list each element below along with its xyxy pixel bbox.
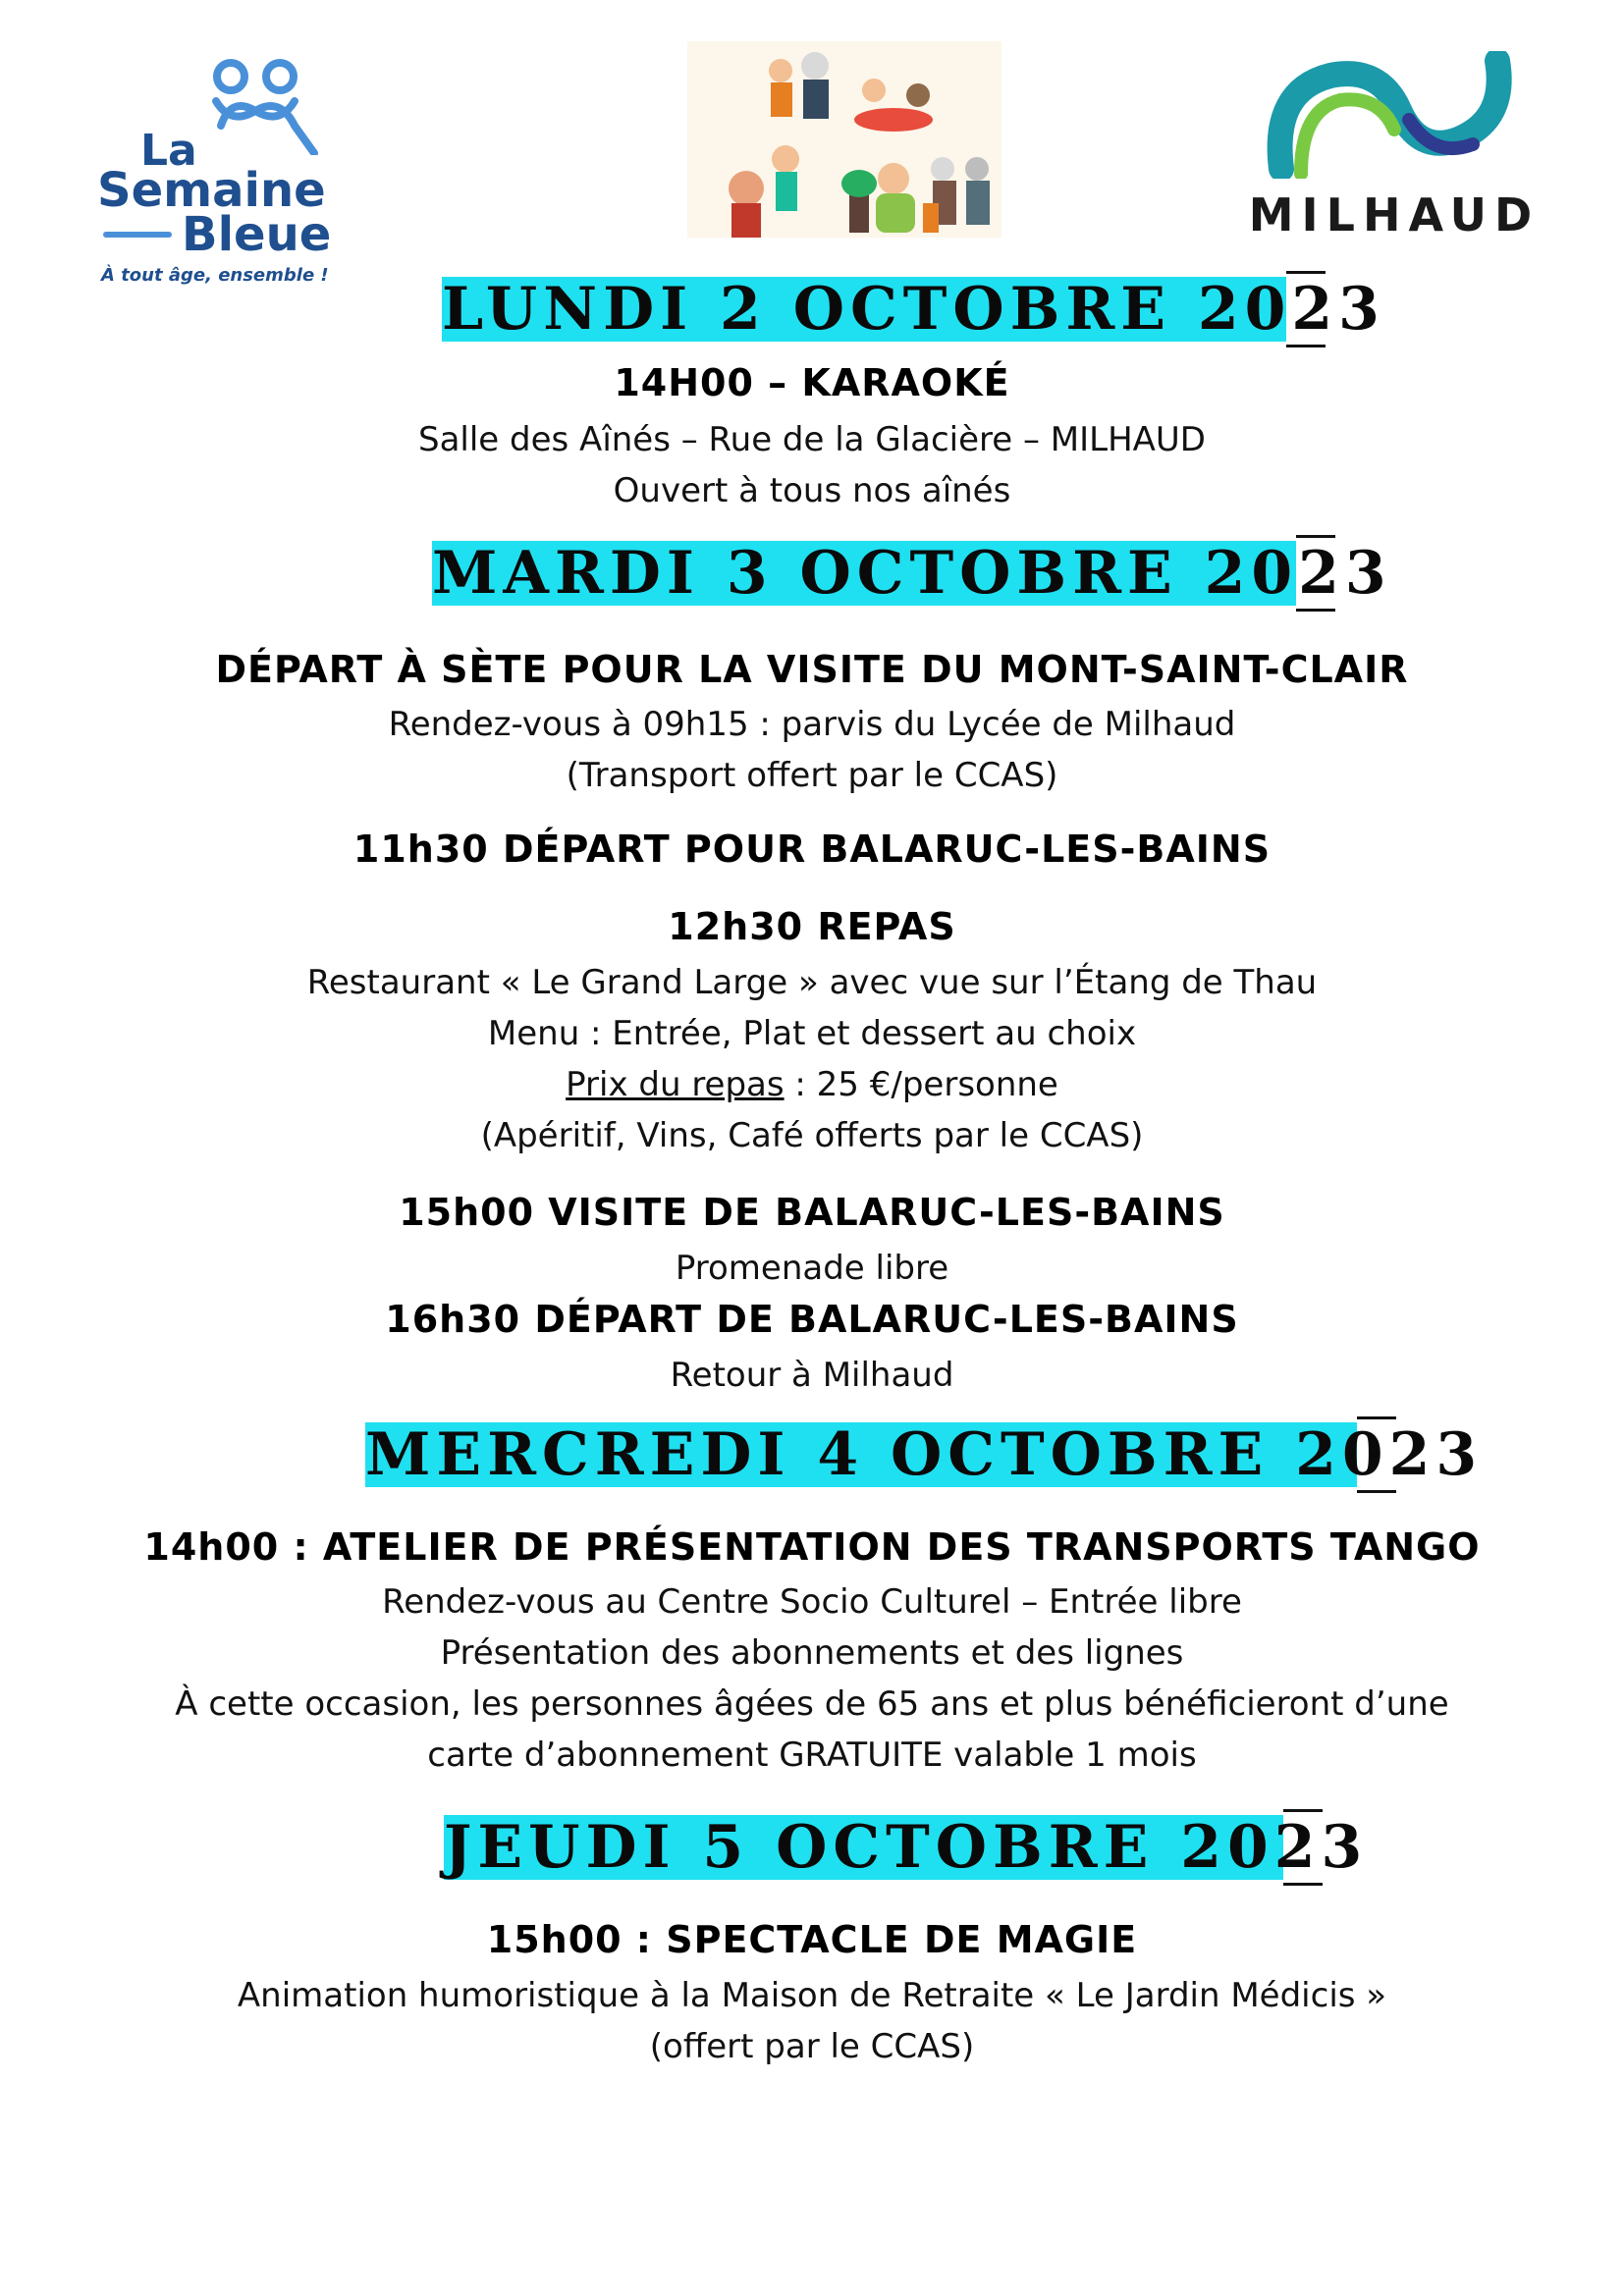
event-detail: Retour à Milhaud bbox=[670, 1356, 954, 1395]
event-heading: 14h00 : ATELIER DE PRÉSENTATION DES TRANSPORTS TANGO bbox=[143, 1525, 1481, 1569]
milhaud-wave-icon bbox=[1262, 51, 1527, 179]
day-banner-mercredi bbox=[365, 1416, 1484, 1493]
event-heading: DÉPART À SÈTE POUR LA VISITE DU MONT-SAINT-CLAIR bbox=[215, 648, 1409, 691]
price-label: Prix du repas bbox=[566, 1065, 785, 1104]
milhaud-logo bbox=[1242, 51, 1546, 241]
milhaud-wordmark: MILHAUD bbox=[1248, 188, 1541, 241]
event-heading: 11h30 DÉPART POUR BALARUC-LES-BAINS bbox=[352, 828, 1272, 871]
day-title: MARDI 3 OCTOBRE 2023 bbox=[432, 539, 1392, 608]
day-banner-lundi bbox=[442, 271, 1385, 347]
event-detail: (Transport offert par le CCAS) bbox=[566, 756, 1058, 795]
price-value: : 25 €/personne bbox=[784, 1065, 1058, 1104]
event-detail: Animation humoristique à la Maison de Retraite « Le Jardin Médicis » bbox=[237, 1976, 1387, 2015]
event-detail: Rendez-vous à 09h15 : parvis du Lycée de Milhaud bbox=[388, 705, 1236, 744]
seniors-illustration bbox=[687, 41, 1001, 238]
event-detail: carte d’abonnement GRATUITE valable 1 mois bbox=[427, 1735, 1197, 1775]
day-title: JEUDI 5 OCTOBRE 2023 bbox=[444, 1813, 1369, 1882]
event-heading: 16h30 DÉPART DE BALARUC-LES-BAINS bbox=[385, 1298, 1239, 1341]
day-title: MERCREDI 4 OCTOBRE 2023 bbox=[365, 1420, 1484, 1489]
logo-text-bleue: Bleue bbox=[182, 207, 332, 262]
event-heading: 12h30 REPAS bbox=[668, 905, 956, 948]
day-title: LUNDI 2 OCTOBRE 2023 bbox=[442, 275, 1385, 344]
event-detail: (offert par le CCAS) bbox=[649, 2027, 975, 2066]
logo-dash bbox=[103, 232, 172, 238]
event-detail: Présentation des abonnements et des lignes bbox=[440, 1633, 1184, 1673]
event-heading: 15h00 VISITE DE BALARUC-LES-BAINS bbox=[399, 1191, 1225, 1234]
logo-text-la: La bbox=[140, 126, 197, 176]
price-line bbox=[0, 1065, 1624, 1104]
logo-tagline: À tout âge, ensemble ! bbox=[101, 265, 329, 286]
event-heading: 15h00 : SPECTACLE DE MAGIE bbox=[486, 1918, 1138, 1961]
event-detail: Menu : Entrée, Plat et dessert au choix bbox=[487, 1014, 1137, 1053]
event-detail: Restaurant « Le Grand Large » avec vue sur l’Étang de Thau bbox=[306, 963, 1318, 1002]
event-detail: Promenade libre bbox=[675, 1249, 949, 1288]
logo-text-semaine: Semaine bbox=[97, 163, 326, 218]
la-semaine-bleue-logo bbox=[93, 57, 339, 293]
event-detail: Salle des Aînés – Rue de la Glacière – MILHAUD bbox=[418, 420, 1206, 459]
event-detail: À cette occasion, les personnes âgées de 65 ans et plus bénéficieront d’une bbox=[175, 1684, 1449, 1724]
people-figures-icon bbox=[196, 57, 324, 155]
event-detail: Rendez-vous au Centre Socio Culturel – Entrée libre bbox=[382, 1582, 1242, 1622]
event-detail: Ouvert à tous nos aînés bbox=[613, 471, 1011, 510]
event-heading: 14H00 – KARAOKÉ bbox=[614, 361, 1010, 404]
day-banner-jeudi bbox=[444, 1809, 1369, 1886]
event-detail: (Apéritif, Vins, Café offerts par le CCAS) bbox=[480, 1116, 1144, 1155]
day-banner-mardi bbox=[432, 535, 1392, 612]
